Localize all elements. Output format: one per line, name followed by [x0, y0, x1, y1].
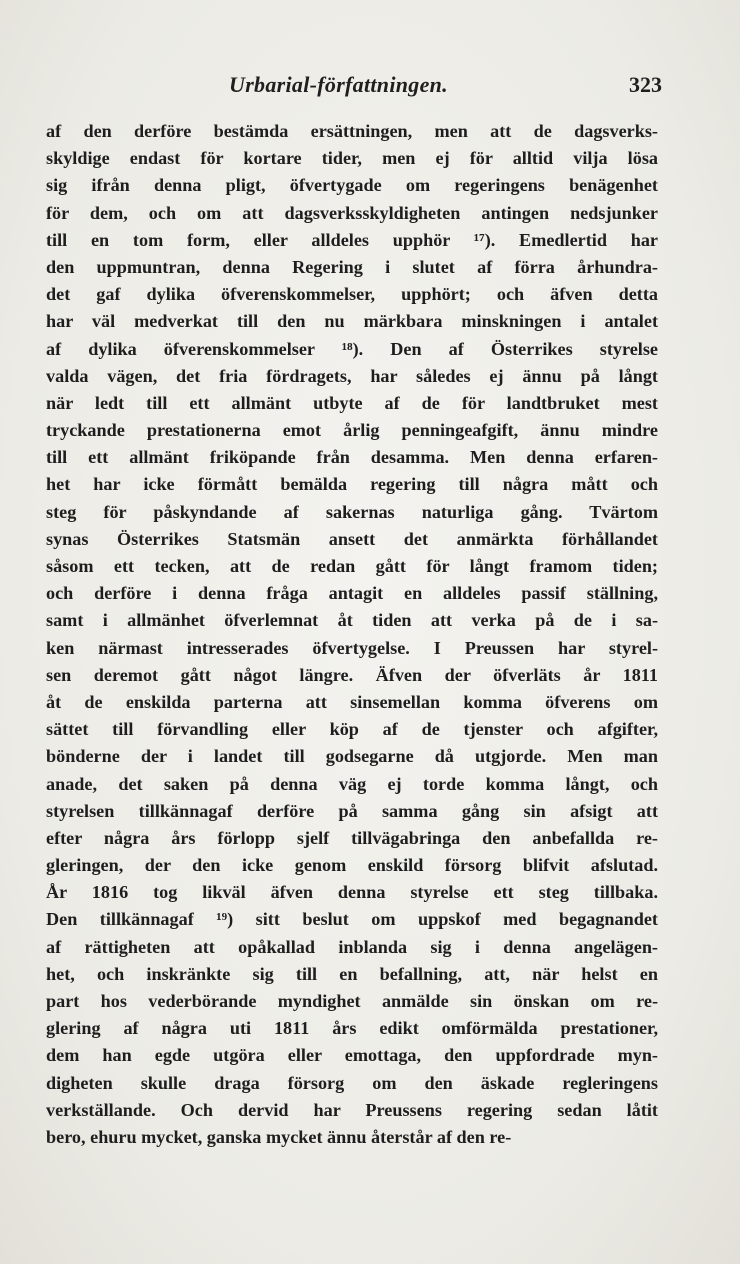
text-line: när ledt till ett allmänt utbyte af de för landtbruket mest [46, 392, 658, 413]
text-line: det gaf dylika öfverenskommelser, upphört; och äfven detta [46, 284, 658, 305]
text-line: styrelsen tillkännagaf derföre på samma gång sin afsigt att [46, 800, 658, 821]
text-line: anade, det saken på denna väg ej torde komma långt, och [46, 773, 658, 794]
text-line: het har icke förmått bemälda regering till några mått och [46, 474, 658, 495]
text-line: samt i allmänhet öfverlemnat åt tiden att verka på de i sa- [46, 610, 658, 631]
text-line: har väl medverkat till den nu märkbara minskningen i antalet [46, 311, 658, 332]
text-line: synas Österrikes Statsmän ansett det anmärkta förhållandet [46, 528, 658, 549]
text-line: steg för påskyndande af sakernas naturliga gång. Tvärtom [46, 501, 658, 522]
text-line: valda vägen, det fria fördragets, har således ej ännu på långt [46, 365, 658, 386]
text-line: skyldige endast för kortare tider, men ej för alltid vilja lösa [46, 148, 658, 169]
text-line: gleringen, der den icke genom enskild försorg blifvit afslutad. [46, 855, 658, 876]
text-line: dem han egde utgöra eller emottaga, den uppfordrade myn- [46, 1045, 658, 1066]
text-line: till en tom form, eller alldeles upphör ¹⁷). Emedlertid har [46, 229, 658, 250]
text-line: År 1816 tog likväl äfven denna styrelse ett steg tillbaka. [46, 882, 658, 903]
text-line: sen deremot gått något längre. Äfven der öfverläts år 1811 [46, 664, 658, 685]
page-number: 323 [629, 72, 662, 97]
running-head: Urbarial-författningen. [229, 72, 448, 97]
text-line: verkställande. Och dervid har Preussens regering sedan låtit [46, 1099, 658, 1120]
text-line: till ett allmänt friköpande från desamma. Men denna erfaren- [46, 447, 658, 468]
text-line: såsom ett tecken, att de redan gått för långt framom tiden; [46, 556, 658, 576]
text-line: ken närmast intresserades öfvertygelse. I Preussen har styrel- [46, 637, 658, 658]
text-line: efter några års förlopp sjelf tillvägabringa den anbefallda re- [46, 827, 658, 848]
text-line: för dem, och om att dagsverksskyldigheten antingen nedsjunker [46, 202, 658, 223]
text-line: bero, ehuru mycket, ganska mycket ännu återstår af den re- [46, 1126, 512, 1147]
text-line: part hos vederbörande myndighet anmälde sin önskan om re- [46, 991, 658, 1011]
text-line: Den tillkännagaf ¹⁹) sitt beslut om uppskof med begagnandet [46, 909, 658, 930]
text-line: af rättigheten att opåkallad inblanda sig i denna angelägen- [46, 936, 658, 957]
text-line: digheten skulle draga försorg om den äskade regleringens [46, 1072, 658, 1093]
text-line: af den derföre bestämda ersättningen, men att de dagsverks- [46, 121, 658, 141]
text-line: åt de enskilda parterna att sinsemellan komma öfverens om [46, 691, 658, 712]
body-text [46, 118, 658, 1151]
text-line: het, och inskränkte sig till en befallning, att, när helst en [46, 963, 658, 984]
text-line: glering af några uti 1811 års edikt omförmälda prestationer, [46, 1018, 658, 1039]
text-line: tryckande prestationerna emot årlig penningeafgift, ännu mindre [46, 420, 658, 441]
text-line: sig ifrån denna pligt, öfvertygade om regeringens benägenhet [46, 175, 658, 196]
text-line: sättet till förvandling eller köp af de tjenster och afgifter, [46, 719, 658, 740]
text-line: bönderne der i landet till godsegarne då utgjorde. Men man [46, 746, 658, 767]
text-line: af dylika öfverenskommelser ¹⁸). Den af Österrikes styrelse [46, 338, 658, 359]
text-line: och derföre i denna fråga antagit en alldeles passif ställning, [46, 583, 658, 604]
text-line: den uppmuntran, denna Regering i slutet af förra århundra- [46, 256, 658, 277]
page-header [40, 72, 662, 106]
